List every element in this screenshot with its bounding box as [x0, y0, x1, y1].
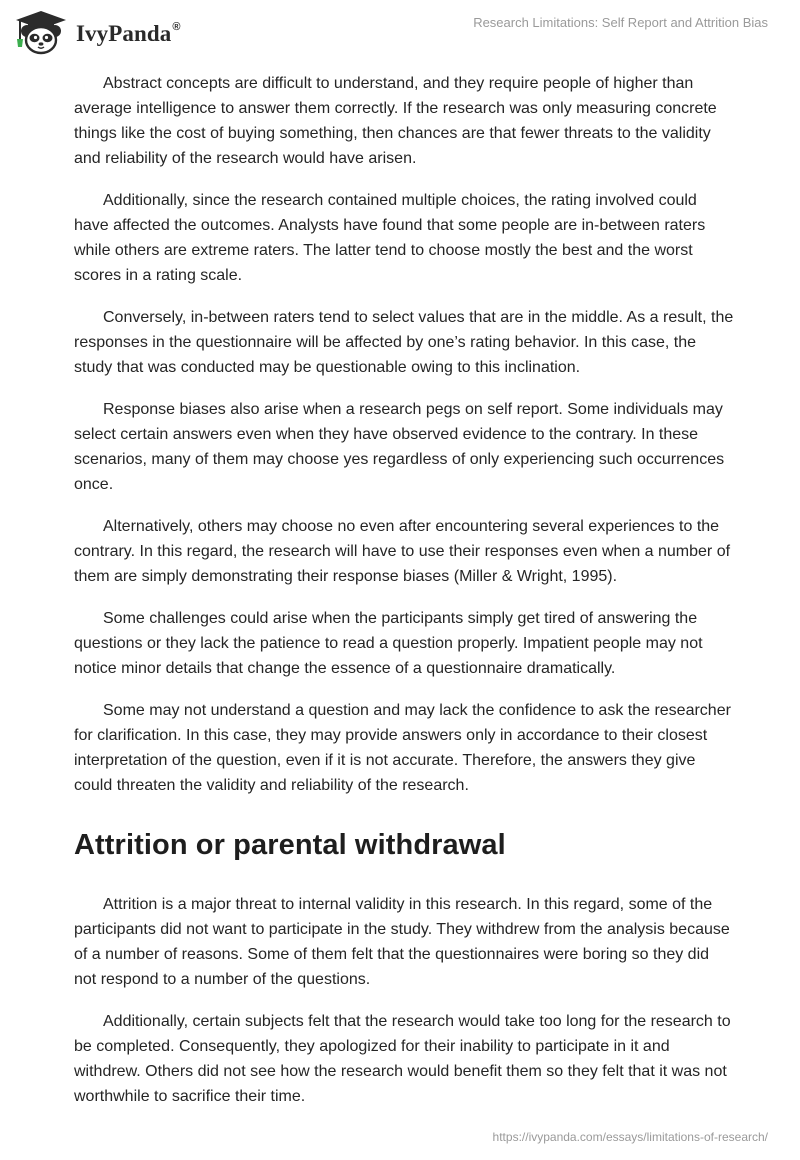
- paragraph: Some may not understand a question and may lack the confidence to ask the researcher for clarification. In this case, they may provide answers only in accordance to their closest interpretation of the question, even if it is not accurate. Therefore, the answers they give could threaten the validity and reliability of the research.: [74, 702, 731, 794]
- essay-body: [74, 71, 734, 1126]
- paragraph: Some challenges could arise when the participants simply get tired of answering the questions or they lack the patience to read a question properly. Impatient people may not notice minor details that change the essence of a questionnaire dramatically.: [74, 610, 703, 677]
- paragraph: Attrition is a major threat to internal validity in this research. In this regard, some of the participants did not want to participate in the study. They withdrew from the analysis because of a number of reasons. Some of them felt that the questionnaires were boring so they did not respond to a number of the questions.: [74, 896, 730, 988]
- paragraph: Additionally, since the research contained multiple choices, the rating involved could have affected the outcomes. Analysts have found that some people are in-between raters while others are extreme raters. The latter tend to choose mostly the best and the worst scores in a rating scale.: [74, 192, 706, 284]
- brand-name: IvyPanda®: [76, 21, 181, 46]
- panda-graduation-cap-icon: [14, 9, 68, 55]
- paragraph: Alternatively, others may choose no even after encountering several experiences to the contrary. In this regard, the research will have to use their responses even when a number of them are simply demonstrating their response biases (Miller & Wright, 1995).: [74, 518, 731, 585]
- source-url[interactable]: https://ivypanda.com/essays/limitations-of-research/: [492, 1130, 768, 1144]
- document-title: Research Limitations: Self Report and Attrition Bias: [473, 15, 768, 30]
- paragraph: Additionally, certain subjects felt that the research would take too long for the research to be completed. Consequently, they apologized for their inability to participate in it and withdrew. Others did not see how the research would benefit them so they felt that it was not worthwhile to sacrifice their time.: [74, 1013, 731, 1105]
- paragraph: Response biases also arise when a research pegs on self report. Some individuals may select certain answers even when they have observed evidence to the contrary. In these scenarios, many of them may choose yes regardless of only experiencing such occurrences once.: [74, 401, 725, 493]
- paragraph: Conversely, in-between raters tend to select values that are in the middle. As a result, the responses in the questionnaire will be affected by one’s rating behavior. In this case, the study that was conducted may be questionable owing to this inclination.: [74, 309, 734, 376]
- registered-mark: ®: [172, 21, 181, 34]
- page-header: [0, 0, 800, 70]
- section-heading: Attrition or parental withdrawal: [74, 829, 506, 861]
- paragraph: Abstract concepts are difficult to understand, and they require people of higher than average intelligence to answer them correctly. If the research was only measuring concrete things like the cost of buying something, then chances are that fewer threats to the validity and reliability of the research would have arisen.: [74, 75, 717, 167]
- brand-logo[interactable]: [14, 8, 181, 56]
